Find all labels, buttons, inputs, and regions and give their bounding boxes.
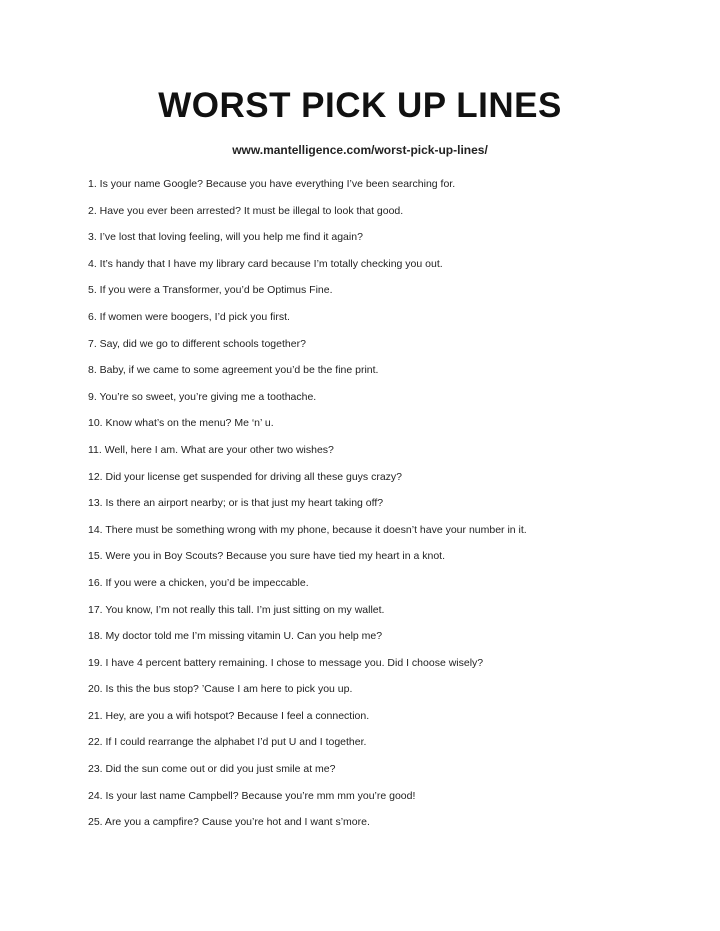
list-item: 24. Is your last name Campbell? Because you’re mm mm you’re good! <box>88 789 416 802</box>
list-item: 3. I’ve lost that loving feeling, will you help me find it again? <box>88 231 363 244</box>
page-title: WORST PICK UP LINES <box>158 86 562 125</box>
list-item: 21. Hey, are you a wifi hotspot? Because I feel a connection. <box>88 709 370 722</box>
list-item: 8. Baby, if we came to some agreement you’d be the fine print. <box>88 364 379 377</box>
list-item: 10. Know what’s on the menu? Me ‘n’ u. <box>88 417 274 430</box>
list-item: 25. Are you a campfire? Cause you’re hot and I want s’more. <box>88 816 370 829</box>
list-item: 2. Have you ever been arrested? It must be illegal to look that good. <box>88 204 404 217</box>
list-item: 22. If I could rearrange the alphabet I’d put U and I together. <box>88 736 367 749</box>
list-item: 17. You know, I’m not really this tall. I’m just sitting on my wallet. <box>88 603 385 616</box>
list-item: 12. Did your license get suspended for driving all these guys crazy? <box>88 470 403 483</box>
pick-up-lines-list <box>88 175 648 840</box>
list-item: 18. My doctor told me I’m missing vitamin U. Can you help me? <box>88 630 383 643</box>
list-item: 4. It’s handy that I have my library card because I’m totally checking you out. <box>88 257 443 270</box>
list-item: 13. Is there an airport nearby; or is that just my heart taking off? <box>88 497 384 510</box>
list-item: 14. There must be something wrong with my phone, because it doesn’t have your number in it. <box>88 523 527 536</box>
list-item: 15. Were you in Boy Scouts? Because you sure have tied my heart in a knot. <box>88 550 446 563</box>
list-item: 1. Is your name Google? Because you have everything I’ve been searching for. <box>88 178 456 190</box>
list-item: 6. If women were boogers, I’d pick you first. <box>88 310 290 323</box>
list-item: 7. Say, did we go to different schools together? <box>88 337 306 350</box>
list-item: 5. If you were a Transformer, you’d be Optimus Fine. <box>88 284 333 297</box>
list-item: 23. Did the sun come out or did you just smile at me? <box>88 763 336 776</box>
list-item: 16. If you were a chicken, you’d be impeccable. <box>88 576 309 589</box>
source-url: www.mantelligence.com/worst-pick-up-lines/ <box>232 143 488 157</box>
list-item: 11. Well, here I am. What are your other two wishes? <box>88 443 334 456</box>
list-item: 19. I have 4 percent battery remaining. I chose to message you. Did I choose wisely? <box>88 656 484 669</box>
list-item: 20. Is this the bus stop? ’Cause I am here to pick you up. <box>88 683 353 696</box>
list-item: 9. You’re so sweet, you’re giving me a toothache. <box>88 390 317 403</box>
